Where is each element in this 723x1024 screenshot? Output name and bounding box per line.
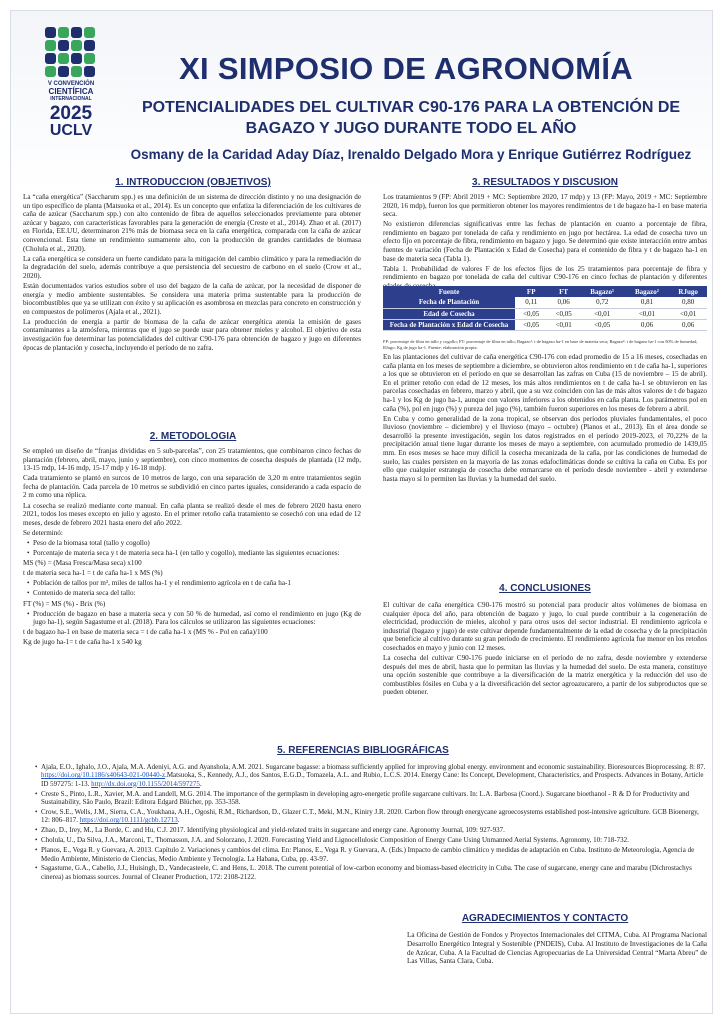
logo-tile: [58, 66, 69, 77]
table-cell: 0,06: [547, 297, 579, 308]
metodo-item: • Peso de la biomasa total (tallo y cogollo): [23, 539, 361, 548]
table-header-cell: Bagazo²: [625, 286, 670, 297]
table-cell: <0,05: [515, 319, 547, 330]
logo-tile: [45, 27, 56, 38]
table-cell: <0,05: [580, 319, 625, 330]
conclusion-paragraph: El cultivar de caña energética C90-176 mostró su potencial para producir altos volúmenes de biomasa en cualquier época del año, para obtención de bagazo y jugo, lo cual puede contribuir a la cogeneración de electricidad, producción de mieles, alcohol y para otros usos del sector industrial. El rendimiento agrícola e industrial (bagazo y jugo) de este cultivar depende fundamentalmente de la edad de cosecha y de la precipitación que beneficie al cultivo durante su gran período de crecimiento. El rendimiento agrícola fue menor en los retoños cosechados en mayo y junio con 12 meses.: [383, 601, 707, 652]
intro-paragraph: La “caña energética” (Saccharum spp.) es una definición de un sistema de dirección distinto y no una designación de un tipo específico de planta (Matsuoka et al., 2014). Es un concepto que enfatiza la diferenciación de los cultivares de caña de azúcar (Saccharum spp.) con alto contenido de fibra de aquellos seleccionados previamente para obtener azúcar y bagazo, con características favorables para la generación de energía (Creste et al., 2014). Zhao et al. (2017) en Florida, EE.UU, determinaron 21% más de biomasa seca en la caña energética, comparada con la caña de azúcar convencional. Esta tiene un rendimiento sumamente alto, con la producción de grandes cantidades de biomasa (Cholula et al., 2020).: [23, 193, 361, 253]
resultados-paragraph: En las plantaciones del cultivar de caña energética C90-176 con edad promedio de 15 a 16 meses, cosechadas en caña planta en los meses de septiembre a diciembre, se obtuvieron altos rendimiento en t de caña ha-1, superiores a los que se obtuvieron en el período en que se desarrollan las zafras en Cuba (15 de noviembre – 15 de abril). En el primer retoño con edad de 12 meses, los más altos rendimientos en t de caña ha-1 se obtuvieron en las parcelas cosechadas en febrero, marzo y abril, que a su vez coinciden con las de más altos valores de t de bagazo ha-1 y los Kg de jugo ha-1, aunque con valores inferiores a los obtenidos en caña planta. Los parámetros pol en caña (%), pol en jugo (%) y pureza del jugo (%), también fueron superiores en los meses de febrero a abril.: [383, 353, 707, 413]
table-header-cell: FP: [515, 286, 547, 297]
logo-tile: [84, 53, 95, 64]
table-cell: <0,01: [547, 319, 579, 330]
logo-line-2: CIENTÍFICA: [48, 87, 94, 96]
logo-tile: [45, 53, 56, 64]
resultados-intro-text: [383, 193, 707, 292]
equation: MS (%) = (Masa Fresca/Masa seca) x100: [23, 559, 142, 568]
logo-line-3: INTERNACIONAL: [50, 96, 92, 102]
table-header-row: [383, 286, 707, 297]
table-cell: <0,01: [625, 308, 670, 319]
metodo-paragraph: Cada tratamiento se plantó en surcos de 10 metros de largo, con una separación de 3,20 m entre tratamientos según fecha de plantación. Cada parcela de 10 metros se subdividió en cinco partes iguales, considerando a cada espacio de 2 m como una réplica.: [23, 474, 361, 500]
table-row: [383, 319, 707, 330]
metodo-paragraph: Se empleó un diseño de “franjas divididas en 5 sub-parcelas”, con 25 tratamientos, que combinaron cinco fechas de plantación (febrero, abril, mayo, junio y septiembre), con cinco momentos de cosecha después de plantada (12 mdp, 13-15 mdp, 14-16 mdp, 15-17 mdp y 16-18 mdp).: [23, 447, 361, 473]
metodo-item: • Producción de bagazo en base a materia seca y con 50 % de humedad, así como el rendimiento en jugo (Kg de jugo ha-1), según Sagastume et al. (2018). Para los cálculos se utilizaron las siguientes ecuaciones:: [23, 610, 361, 627]
reference-item: • Planos, E., Vega R. y Guevara, A. 2013. Capítulo 2. Variaciones y cambios del clima. En: Planos, E., Vega R. y Guevara, A. (Eds.) Impacto de cambio climático y medidas de adaptación en Cuba. Instituto de Meteorología, Agencia de Medio Ambiente, Ministerio de Ciencias, Medio Ambiente y Tecnología. La Habana, Cuba, pp. 43-97.: [33, 846, 709, 863]
equation: t de bagazo ha-1 en base de materia seca = t de caña ha-1 x (MS % - Pol en caña)/100: [23, 628, 268, 637]
reference-link[interactable]: https://doi.org/10.1186/s40643-021-00440-z: [41, 771, 166, 780]
table-cell: 0,80: [669, 297, 707, 308]
intro-paragraph: Están documentados varios estudios sobre el uso del bagazo de la caña de azúcar, por la necesidad de disponer de energía y medio ambiente sustentables. Se considera una materia prima sustentable para la producción de biocombustibles que ya se utilizan con éxito y su aplicación es asombrosa en mezclas para concreto en construcción y en compuestos de polímeros (Ajala et al., 2021).: [23, 281, 361, 316]
reference-link[interactable]: http://dx.doi.org/10.1155/2014/597275: [91, 779, 200, 788]
metodo-paragraph: Se determinó:: [23, 528, 63, 537]
reference-item: • Cholula, U., Da Silva, J.A., Marconi, T., Thomasson, J.A. and Solorzano, J. 2020. Forecasting Yield and Lignocellulosic Composition of Energy Cane Using Unmanned Aerial Systems. Agronomy, 10: 718-732.: [33, 836, 709, 844]
metodo-item: • Porcentaje de materia seca y t de materia seca ha-1 (en tallo y cogollo), mediante las siguientes ecuaciones:: [23, 549, 361, 558]
subtitle-line-1: POTENCIALIDADES DEL CULTIVAR C90-176 PARA LA OBTENCIÓN DE: [141, 99, 681, 116]
table-cell: <0,05: [547, 308, 579, 319]
equation: t de materia seca ha-1 = t de caña ha-1 x MS (%): [23, 569, 163, 578]
reference-item: • Ajala, E.O., Ighalo, J.O., Ajala, M.A. Adeniyi, A.G. and Ayanshola, A.M. 2021. Sugarcane bagasse: a biomass sufficiently applied for improving global energy. environment and economic sustainability. Bioresources Bioprocessing. 8: 87. https://doi.org/10.1186/s40643-021-00440-z.Matsuoka, S., Kennedy, A.J., dos Santos, E.G.D., Tomazela, A.L. and Rubio, L.C.S. 2014. Energy Cane: Its Concept, Development, Characteristics, and Prospects. Advances in Botany, Article ID 597275: 1-13. http://dx.doi.org/10.1155/2014/597275.: [33, 763, 709, 788]
logo-tile: [84, 40, 95, 51]
table-row-header: Edad de Cosecha: [383, 308, 515, 319]
table-row-header: Fecha de Plantación x Edad de Cosecha: [383, 319, 515, 330]
authors: Osmany de la Caridad Aday Díaz, Irenaldo Delgado Mora y Enrique Gutiérrez Rodríguez: [130, 147, 692, 162]
logo-tile: [58, 27, 69, 38]
table-header-cell: Bagazo¹: [580, 286, 625, 297]
table-row-header: Fecha de Plantación: [383, 297, 515, 308]
table-cell: 0,06: [669, 319, 707, 330]
table-footnote: FP: porcentaje de fibra en tallo y cogollo; FT: porcentaje de fibra en tallo; Bagazo¹: t de bagazo ha-1 en base de materia seca; Bagazo²: t de bagazo ha-1 con 50% de humedad, RJugo: Kg de jugo ha-1. Fuente: elaboración propia.: [383, 339, 698, 350]
logo-line-4: 2025: [49, 103, 93, 124]
table-cell: 0,06: [625, 319, 670, 330]
equation: FT (%) = MS (%) - Brix (%): [23, 599, 106, 608]
logo-tile: [71, 40, 82, 51]
table-header-cell: FT: [547, 286, 579, 297]
logo-mosaic-icon: [45, 27, 101, 77]
fixed-effects-table: [383, 286, 707, 331]
logo-tile: [71, 27, 82, 38]
reference-link[interactable]: https://doi.org/10.1111/gcbb.12713: [79, 816, 178, 825]
intro-text: [23, 193, 361, 354]
conclusiones-text: [383, 601, 707, 699]
logo-tile: [58, 53, 69, 64]
section-title-metodologia: 2. METODOLOGIA: [149, 431, 237, 442]
reference-item: • Creste S., Pinto, L.R., Xavier, M.A. and Landell, M.G. 2014. The importance of the germplasm in developing agro-energetic profile sugarcane cultivars. In: L.A. Barbosa (Coord.). Sugarcane bioethanol - R & D for Productivity and Sustainability, São Paulo, Brazil: Editora Edgard Blücher, pp. 353-358.: [33, 790, 709, 807]
subtitle-line-2: BAGAZO Y JUGO DURANTE TODO EL AÑO: [245, 120, 577, 137]
resultados-discussion-text: [383, 353, 707, 485]
logo-tile: [71, 53, 82, 64]
event-logo: [41, 27, 101, 139]
logo-line-5: UCLV: [49, 122, 93, 139]
table-cell: <0,01: [669, 308, 707, 319]
logo-line-1: V CONVENCIÓN: [47, 81, 95, 87]
table-row: [383, 297, 707, 308]
section-title-conclusiones: 4. CONCLUSIONES: [499, 583, 591, 594]
metodologia-text: [23, 447, 361, 648]
resultados-paragraph: En Cuba y como generalidad de la zona tropical, se observan dos períodos pluviales fundamentales, el poco lluvioso (noviembre – diciembre) y el lluvioso (mayo – octubre) (Planos et al., 2013). En el área donde se desarrolló la presente investigación, según los datos registrados en el período 2019-2023, el 70,22% de la precipitación anual tiene lugar durante los meses de mayo a septiembre, con acumulado promedio de 1439,05 mm. En esos meses se hace muy difícil la cosecha mecanizada de la caña, por las condiciones de humedad de suelo, las cuales persisten en la mayoría de las zonas edafoclimáticas donde se cultiva la caña en Cuba. Es por ello que cualquier estrategia de cosecha debe enmarcarse en el período desde noviembre - abril y extenderse hasta mayo si lo permiten las lluvias y la humedad del suelo.: [383, 414, 707, 483]
conclusion-paragraph: La cosecha del cultivar C90-176 puede iniciarse en el período de no zafra, desde noviembre y extenderse después del mes de abril, hasta que lo permitan las lluvias y la humedad del suelo. De esta manera, constituye una opción sostenible que contribuye a la diversificación de la matriz energética y la reducción del uso de combustibles fósiles en Cuba y a la diversificación del sector agroazucarero, a partir de los subproductos que se pueden obtener.: [383, 654, 707, 697]
resultados-paragraph: Los tratamientos 9 (FP: Abril 2019 + MC: Septiembre 2020, 17 mdp) y 13 (FP: Mayo, 2019 + MC: Septiembre 2020, 16 mdp), fueron los que permitieron obtener los mayores rendimientos de t de bagazo ha-1 en base materia seca.: [383, 193, 707, 219]
metodo-paragraph: La cosecha se realizó mediante corte manual. En caña planta se realizó desde el mes de febrero 2020 hasta enero 2021, todos los meses excepto en julio y agosto. En el primer retoño caña tratamiento se cosechó con una edad de 12 meses, desde de febrero 2021 hasta enero del año 2022.: [23, 501, 361, 527]
table-cell: 0,72: [580, 297, 625, 308]
acknowledgements-text: La Oficina de Gestión de Fondos y Proyectos Internacionales del CITMA, Cuba. Al Programa Nacional Desarrollo Energético Integral y Sostenible (PNDEIS), Cuba. Al Instituto de Investigaciones de la Caña de Azúcar, Cuba. A la Facultad de Ciencias Agropecuarias de La Universidad Central “Marta Abreu” de Las Villas, Santa Clara, Cuba.: [407, 931, 707, 966]
reference-item: • Zhao, D., Irey, M., La Borde, C. and Hu, C.J. 2017. Identifying physiological and yield-related traits in sugarcane and energy cane. Agronomy Journal, 109: 927-937.: [33, 826, 709, 834]
table-cell: 0,81: [625, 297, 670, 308]
section-title-referencias: 5. REFERENCIAS BIBLIOGRÁFICAS: [277, 745, 449, 756]
metodo-item: • Contenido de materia seca del tallo:: [23, 589, 361, 598]
references-list: [33, 763, 709, 883]
reference-item: • Crow, S.E., Wells, J.M., Sierra, C.A., Youkhana, A.H., Ogoshi, R.M., Richardson, D., Glazer C.T., Meki, M.N., Kiniry J.R. 2020. Carbon flow through energycane agroecosystems established post-intensive agriculture. GCB Bioenergy, 12: 806–817. https://doi.org/10.1111/gcbb.12713.: [33, 808, 709, 825]
table-header-cell: RJugo: [669, 286, 707, 297]
metodo-item: • Población de tallos por m², miles de tallos ha-1 y el rendimiento agrícola en t de caña ha-1: [23, 579, 361, 588]
poster: [10, 10, 713, 1014]
table-cell: <0,01: [580, 308, 625, 319]
poster-title: XI SIMPOSIO DE AGRONOMÍA: [179, 51, 633, 86]
table-cell: 0,11: [515, 297, 547, 308]
section-title-agradecimientos: AGRADECIMIENTOS Y CONTACTO: [461, 913, 629, 924]
logo-tile: [45, 66, 56, 77]
equation: Kg de jugo ha-1= t de caña ha-1 x 540 kg: [23, 638, 142, 647]
reference-item: • Sagastume, G.A., Cabello, J.J., Huisingh, D., Vandecasteele, C. and Hens, L. 2018. The current potential of low-carbon economy and biomass-based electricity in Cuba. The case of sugarcane, energy cane and marabu (Dichrostachys cinerea) as biomass sources. Journal of Cleaner Production, 172: 2108-2122.: [33, 864, 709, 881]
intro-paragraph: La producción de energía a partir de biomasa de la caña de azúcar energética atenúa la emisión de gases contaminantes a la atmósfera, mientras que el jugo se puede usar para obtener mieles y alcohol. El objetivo de esta investigación fue determinar las potencialidades del cultivar C90-176 para obtención de bagazo y jugo en diferentes épocas de plantación y cosecha, incluyendo el período de no zafra.: [23, 317, 361, 352]
logo-tile: [84, 66, 95, 77]
section-title-resultados: 3. RESULTADOS Y DISCUSION: [472, 177, 618, 188]
table-header-cell: Fuente: [383, 286, 515, 297]
logo-tile: [84, 27, 95, 38]
table-cell: <0,05: [515, 308, 547, 319]
table-caption: Tabla 1. Probabilidad de valores F de los efectos fijos de los 25 tratamientos para porcentaje de fibra y rendimiento en bagazo por tonelada de caña del cultivar C90-176 en cinco fechas de plantación y diferentes: [383, 264, 707, 282]
logo-tile: [45, 40, 56, 51]
table-row: [383, 308, 707, 319]
logo-tile: [58, 40, 69, 51]
section-title-intro: 1. INTRODUCCION (OBJETIVOS): [115, 177, 271, 188]
intro-paragraph: La caña energética se considera un fuerte candidato para la mitigación del cambio climático y para la remediación de la degradación del suelo, además contribuye a que persistencia del secuestro de carbono en el suelo (Crow et al., 2020).: [23, 254, 361, 280]
logo-tile: [71, 66, 82, 77]
resultados-paragraph: No existieron diferencias significativas entre las fechas de plantación en cuanto a porcentaje de fibra, rendimiento en bagazo por tonelada de caña y rendimiento en jugo por hectárea. La edad de cosecha tuvo un efecto fijo en porcentaje de fibra, rendimiento en bagazo y jugo. Se determinó que existe interacción entre ambas fuentes de variación (Fecha de Plantación x Edad de Cosecha) para el contenido de fibra y t de bagazo ha-1 en base de materia seca (Tabla 1).: [383, 220, 707, 263]
poster-subtitle: [121, 97, 701, 139]
